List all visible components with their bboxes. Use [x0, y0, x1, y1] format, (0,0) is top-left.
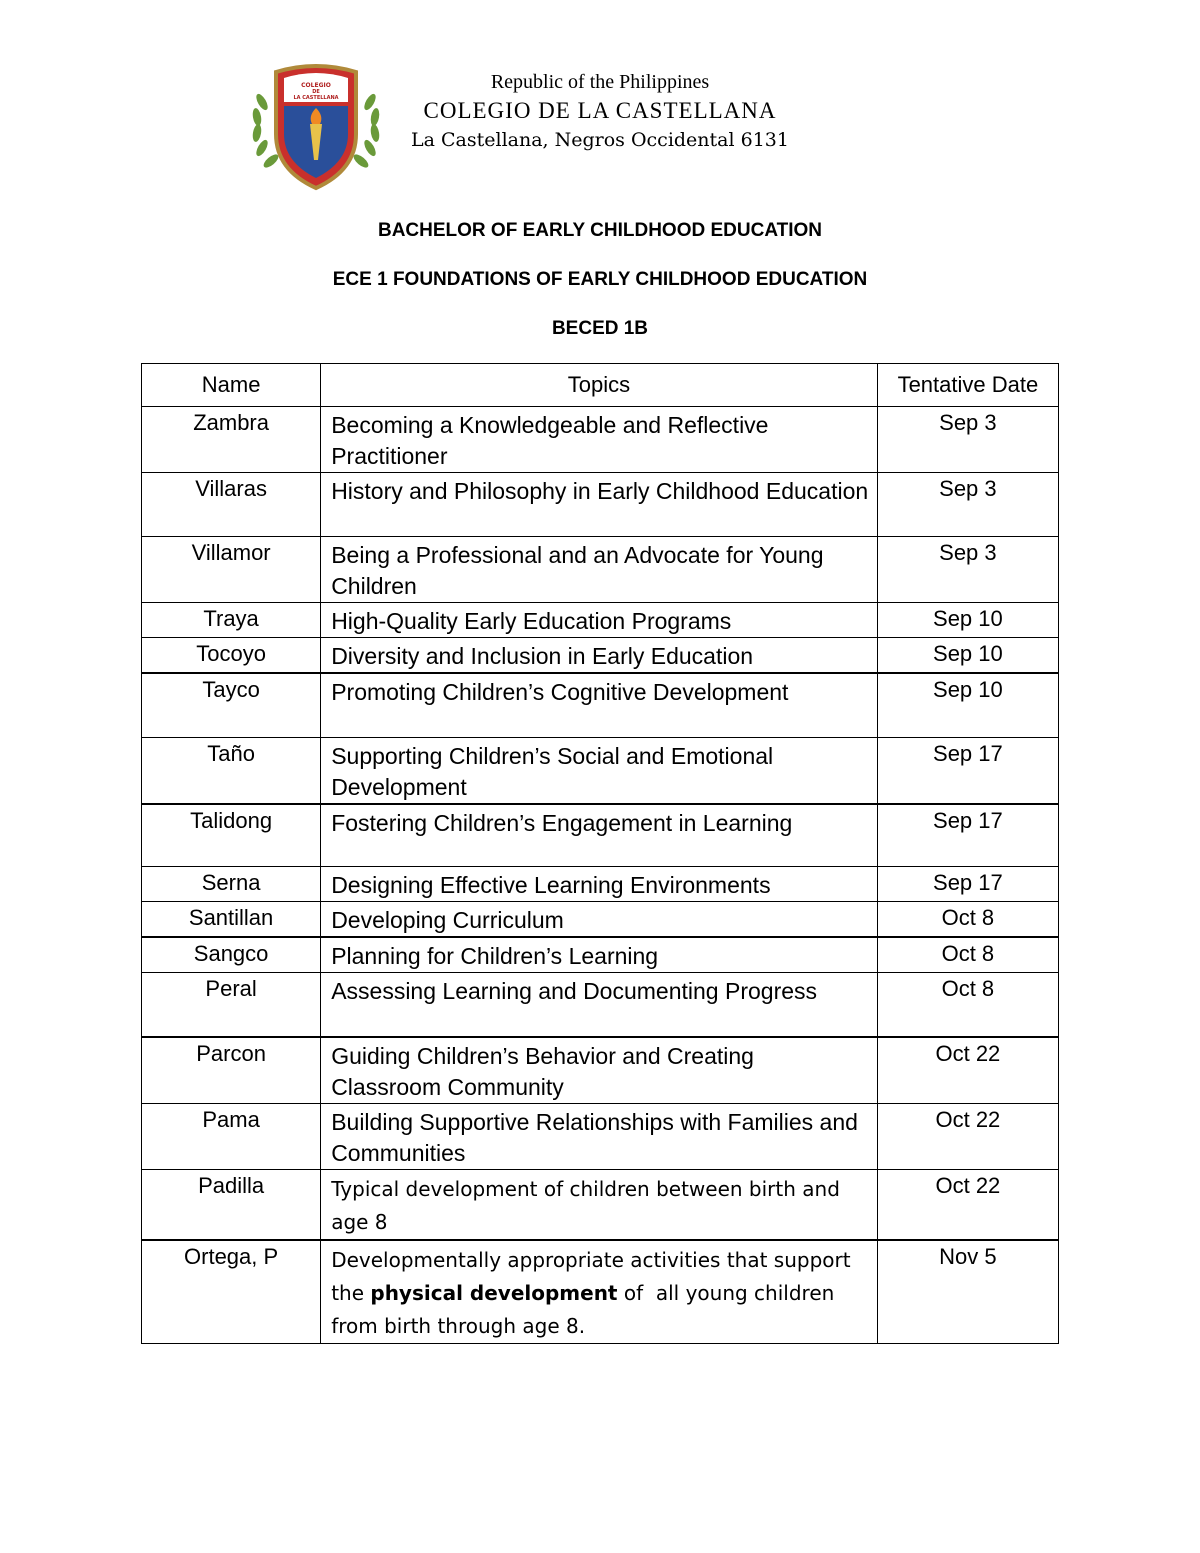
row-name: Zambra [142, 407, 321, 473]
row-date: Sep 17 [877, 867, 1058, 902]
row-name: Tayco [142, 673, 321, 737]
row-name: Talidong [142, 804, 321, 867]
header-name: Name [142, 364, 321, 407]
row-name: Tocoyo [142, 638, 321, 674]
table-row [142, 1037, 1059, 1104]
table-row [142, 973, 1059, 1037]
row-date: Sep 3 [877, 407, 1058, 473]
row-topic [321, 1240, 878, 1344]
row-date: Oct 22 [877, 1037, 1058, 1104]
row-name: Traya [142, 603, 321, 638]
row-date: Oct 8 [877, 902, 1058, 938]
republic-line: Republic of the Philippines [490, 71, 710, 93]
row-name: Parcon [142, 1037, 321, 1104]
row-name: Villamor [142, 537, 321, 603]
topic-text-end: of all young children from birth through age 8. [331, 1280, 841, 1338]
row-name: Sangco [142, 937, 321, 973]
topic-text-start: Developmentally appropriate activities that support the [331, 1247, 851, 1305]
row-topic: Planning for Children’s Learning [321, 937, 878, 973]
table-row [142, 1103, 1059, 1169]
row-date: Oct 22 [877, 1103, 1058, 1169]
row-topic: Typical development of children between birth and age 8 [321, 1169, 878, 1240]
row-name: Santillan [142, 902, 321, 938]
table-row [142, 902, 1059, 938]
row-name: Villaras [142, 473, 321, 537]
row-name: Pama [142, 1103, 321, 1169]
row-topic: Guiding Children’s Behavior and Creating Classroom Community [321, 1037, 878, 1104]
row-date: Oct 8 [877, 973, 1058, 1037]
row-date: Sep 17 [877, 804, 1058, 867]
section-title: BECED 1B [551, 318, 649, 339]
row-date: Sep 3 [877, 537, 1058, 603]
row-topic: Fostering Children’s Engagement in Learning [321, 804, 878, 867]
header-topics: Topics [321, 364, 878, 407]
row-name: Peral [142, 973, 321, 1037]
table-row [142, 537, 1059, 603]
row-name: Serna [142, 867, 321, 902]
svg-text:DE: DE [312, 89, 320, 95]
table-row [142, 737, 1059, 804]
row-date: Oct 8 [877, 937, 1058, 973]
college-location: La Castellana, Negros Occidental 6131 [411, 129, 789, 151]
row-date: Sep 10 [877, 673, 1058, 737]
table-row [142, 937, 1059, 973]
table-row [142, 603, 1059, 638]
table-row [142, 638, 1059, 674]
row-date: Oct 22 [877, 1169, 1058, 1240]
row-topic: Designing Effective Learning Environments [321, 867, 878, 902]
header-date: Tentative Date [877, 364, 1058, 407]
table-row [142, 407, 1059, 473]
svg-text:LA CASTELLANA: LA CASTELLANA [293, 95, 339, 101]
svg-text:COLEGIO: COLEGIO [301, 82, 331, 89]
row-topic: History and Philosophy in Early Childhood Education [321, 473, 878, 537]
row-name: Taño [142, 737, 321, 804]
row-topic: Promoting Children’s Cognitive Development [321, 673, 878, 737]
row-date: Sep 3 [877, 473, 1058, 537]
college-name: COLEGIO DE LA CASTELLANA [423, 98, 777, 123]
table-row [142, 1240, 1059, 1344]
row-date: Sep 10 [877, 603, 1058, 638]
college-seal-logo [248, 62, 384, 192]
schedule-table [141, 363, 1059, 1344]
row-date: Sep 10 [877, 638, 1058, 674]
table-row [142, 673, 1059, 737]
table-row [142, 473, 1059, 537]
table-row [142, 804, 1059, 867]
table-row [142, 1169, 1059, 1240]
row-topic: Diversity and Inclusion in Early Education [321, 638, 878, 674]
topic-emphasis: physical development [370, 1280, 618, 1305]
row-topic: Supporting Children’s Social and Emotional Development [321, 737, 878, 804]
table-row [142, 867, 1059, 902]
row-topic: Becoming a Knowledgeable and Reflective Practitioner [321, 407, 878, 473]
row-name: Ortega, P [142, 1240, 321, 1344]
row-topic: Building Supportive Relationships with Families and Communities [321, 1103, 878, 1169]
row-topic: High-Quality Early Education Programs [321, 603, 878, 638]
row-topic: Developing Curriculum [321, 902, 878, 938]
row-topic: Assessing Learning and Documenting Progress [321, 973, 878, 1037]
document-header [0, 0, 1200, 200]
table-header-row [142, 364, 1059, 407]
row-date: Sep 17 [877, 737, 1058, 804]
row-date: Nov 5 [877, 1240, 1058, 1344]
course-title: ECE 1 FOUNDATIONS OF EARLY CHILDHOOD EDUCATION [332, 269, 868, 290]
program-title: BACHELOR OF EARLY CHILDHOOD EDUCATION [377, 220, 823, 241]
row-name: Padilla [142, 1169, 321, 1240]
row-topic: Being a Professional and an Advocate for Young Children [321, 537, 878, 603]
institution-block [395, 68, 805, 154]
